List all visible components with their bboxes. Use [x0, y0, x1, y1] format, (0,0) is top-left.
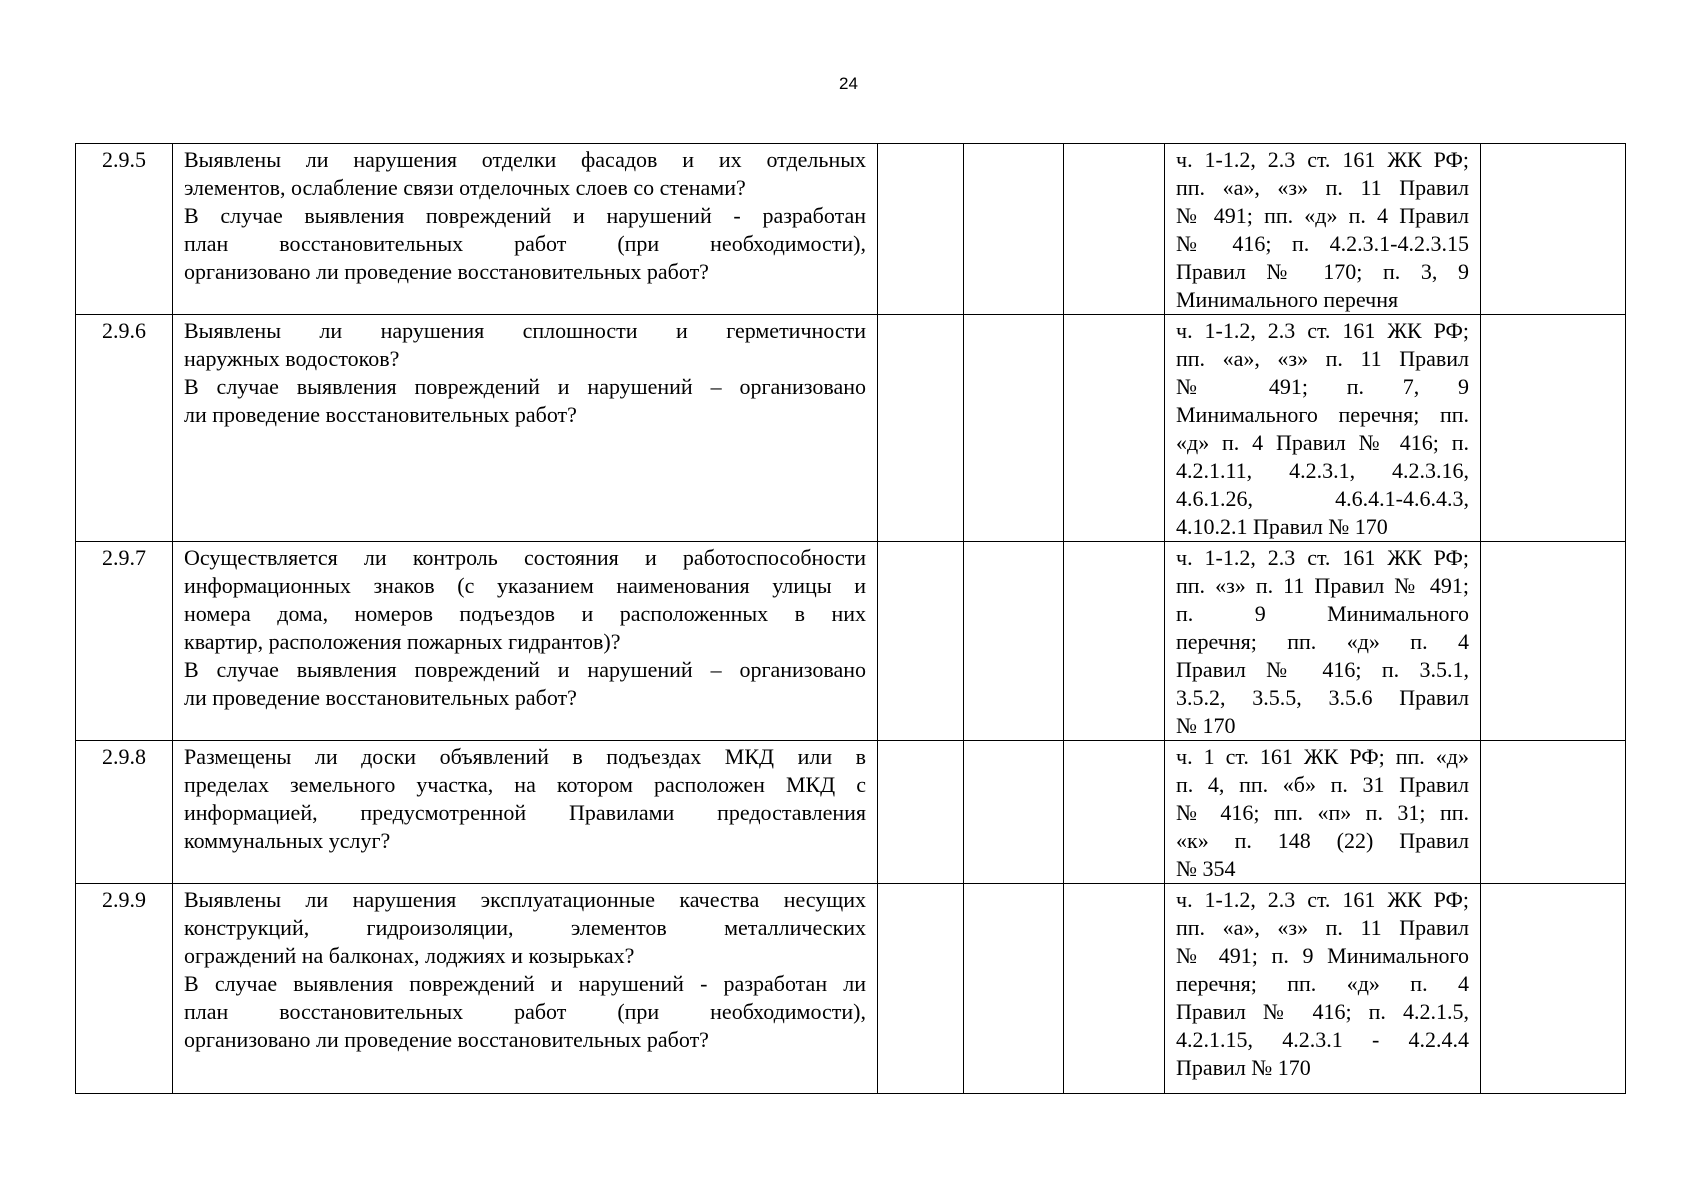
- note-cell: [1481, 144, 1626, 315]
- question-line: информационных знаков (с указанием наименования улицы и: [184, 573, 866, 598]
- question-line: коммунальных услуг?: [184, 828, 391, 853]
- note-cell: [1481, 741, 1626, 884]
- checklist-body: [76, 144, 1626, 1094]
- reference-line: 4.2.1.15, 4.2.3.1 - 4.2.4.4: [1176, 1027, 1469, 1052]
- reference-line: Правил № 170: [1176, 1055, 1311, 1080]
- reference-line: ч. 1-1.2, 2.3 ст. 161 ЖК РФ;: [1176, 887, 1469, 912]
- answer-no-cell: [964, 144, 1064, 315]
- reference-line: 4.2.1.11, 4.2.3.1, 4.2.3.16,: [1176, 458, 1469, 483]
- table-row: [76, 884, 1626, 1094]
- answer-na-cell: [1064, 542, 1165, 741]
- answer-na-cell: [1064, 741, 1165, 884]
- question-line: конструкций, гидроизоляции, элементов металлических: [184, 915, 866, 940]
- question-line: ли проведение восстановительных работ?: [184, 685, 577, 710]
- question-line: номера дома, номеров подъездов и расположенных в них: [184, 601, 866, 626]
- answer-yes-cell: [878, 884, 964, 1094]
- reference-line: 3.5.2, 3.5.5, 3.5.6 Правил: [1176, 685, 1469, 710]
- note-cell: [1481, 542, 1626, 741]
- reference-line: ч. 1-1.2, 2.3 ст. 161 ЖК РФ;: [1176, 545, 1469, 570]
- question-cell: [173, 144, 878, 315]
- reference-line: пп. «а», «з» п. 11 Правил: [1176, 915, 1469, 940]
- reference-line: № 354: [1176, 856, 1236, 881]
- answer-na-cell: [1064, 315, 1165, 542]
- reference-line: п. 4, пп. «б» п. 31 Правил: [1176, 772, 1469, 797]
- question-line: Выявлены ли нарушения отделки фасадов и их отдельных: [184, 147, 866, 172]
- question-line: план восстановительных работ (при необходимости),: [184, 999, 866, 1024]
- question-cell: [173, 315, 878, 542]
- question-line: Выявлены ли нарушения сплошности и герметичности: [184, 318, 866, 343]
- question-line: Выявлены ли нарушения эксплуатационные качества несущих: [184, 887, 866, 912]
- note-cell: [1481, 315, 1626, 542]
- question-line: элементов, ослабление связи отделочных слоев со стенами?: [184, 175, 746, 200]
- reference-cell: [1165, 144, 1481, 315]
- checklist-table: [75, 143, 1626, 1094]
- reference-line: ч. 1-1.2, 2.3 ст. 161 ЖК РФ;: [1176, 147, 1469, 172]
- question-line: В случае выявления повреждений и нарушений - разработан: [184, 203, 866, 228]
- reference-line: Правил № 416; п. 3.5.1,: [1176, 657, 1469, 682]
- reference-line: 4.10.2.1 Правил № 170: [1176, 514, 1388, 539]
- row-number: 2.9.8: [76, 741, 173, 884]
- question-line: пределах земельного участка, на котором расположен МКД с: [184, 772, 866, 797]
- reference-line: № 170: [1176, 713, 1236, 738]
- reference-line: 4.6.1.26, 4.6.4.1-4.6.4.3,: [1176, 486, 1469, 511]
- question-line: план восстановительных работ (при необходимости),: [184, 231, 866, 256]
- reference-line: пп. «а», «з» п. 11 Правил: [1176, 175, 1469, 200]
- answer-no-cell: [964, 884, 1064, 1094]
- note-cell: [1481, 884, 1626, 1094]
- answer-yes-cell: [878, 315, 964, 542]
- table-row: [76, 542, 1626, 741]
- question-line: квартир, расположения пожарных гидрантов)?: [184, 629, 621, 654]
- question-cell: [173, 741, 878, 884]
- answer-yes-cell: [878, 144, 964, 315]
- row-number: 2.9.5: [76, 144, 173, 315]
- reference-line: Правил № 170; п. 3, 9: [1176, 259, 1469, 284]
- answer-yes-cell: [878, 741, 964, 884]
- row-number: 2.9.6: [76, 315, 173, 542]
- question-cell: [173, 542, 878, 741]
- reference-line: пп. «з» п. 11 Правил № 491;: [1176, 573, 1469, 598]
- answer-na-cell: [1064, 144, 1165, 315]
- reference-line: ч. 1-1.2, 2.3 ст. 161 ЖК РФ;: [1176, 318, 1469, 343]
- question-line: В случае выявления повреждений и нарушений – организовано: [184, 657, 866, 682]
- question-cell: [173, 884, 878, 1094]
- reference-line: Правил № 416; п. 4.2.1.5,: [1176, 999, 1469, 1024]
- question-line: ли проведение восстановительных работ?: [184, 402, 577, 427]
- reference-cell: [1165, 741, 1481, 884]
- answer-yes-cell: [878, 542, 964, 741]
- question-line: В случае выявления повреждений и нарушений - разработан ли: [184, 971, 866, 996]
- reference-line: № 491; п. 7, 9: [1176, 374, 1469, 399]
- question-line: Размещены ли доски объявлений в подъездах МКД или в: [184, 744, 866, 769]
- answer-no-cell: [964, 542, 1064, 741]
- answer-no-cell: [964, 741, 1064, 884]
- reference-line: п. 9 Минимального: [1176, 601, 1469, 626]
- reference-line: № 416; пп. «п» п. 31; пп.: [1176, 800, 1469, 825]
- reference-line: пп. «а», «з» п. 11 Правил: [1176, 346, 1469, 371]
- table-row: [76, 144, 1626, 315]
- reference-cell: [1165, 315, 1481, 542]
- reference-line: «д» п. 4 Правил № 416; п.: [1176, 430, 1469, 455]
- question-line: организовано ли проведение восстановительных работ?: [184, 1027, 709, 1052]
- table-row: [76, 741, 1626, 884]
- row-number: 2.9.9: [76, 884, 173, 1094]
- reference-line: перечня; пп. «д» п. 4: [1176, 971, 1469, 996]
- question-line: В случае выявления повреждений и нарушений – организовано: [184, 374, 866, 399]
- answer-na-cell: [1064, 884, 1165, 1094]
- question-line: ограждений на балконах, лоджиях и козырьках?: [184, 943, 635, 968]
- reference-line: Минимального перечня: [1176, 287, 1399, 312]
- answer-no-cell: [964, 315, 1064, 542]
- question-line: наружных водостоков?: [184, 346, 400, 371]
- reference-line: перечня; пп. «д» п. 4: [1176, 629, 1469, 654]
- page-number: 24: [839, 74, 858, 93]
- reference-cell: [1165, 542, 1481, 741]
- reference-line: № 416; п. 4.2.3.1-4.2.3.15: [1176, 231, 1469, 256]
- reference-line: № 491; пп. «д» п. 4 Правил: [1176, 203, 1469, 228]
- reference-line: ч. 1 ст. 161 ЖК РФ; пп. «д»: [1176, 744, 1469, 769]
- reference-cell: [1165, 884, 1481, 1094]
- question-line: Осуществляется ли контроль состояния и работоспособности: [184, 545, 866, 570]
- reference-line: № 491; п. 9 Минимального: [1176, 943, 1469, 968]
- reference-line: «к» п. 148 (22) Правил: [1176, 828, 1469, 853]
- question-line: информацией, предусмотренной Правилами предоставления: [184, 800, 866, 825]
- question-line: организовано ли проведение восстановительных работ?: [184, 259, 709, 284]
- table-row: [76, 315, 1626, 542]
- reference-line: Минимального перечня; пп.: [1176, 402, 1469, 427]
- row-number: 2.9.7: [76, 542, 173, 741]
